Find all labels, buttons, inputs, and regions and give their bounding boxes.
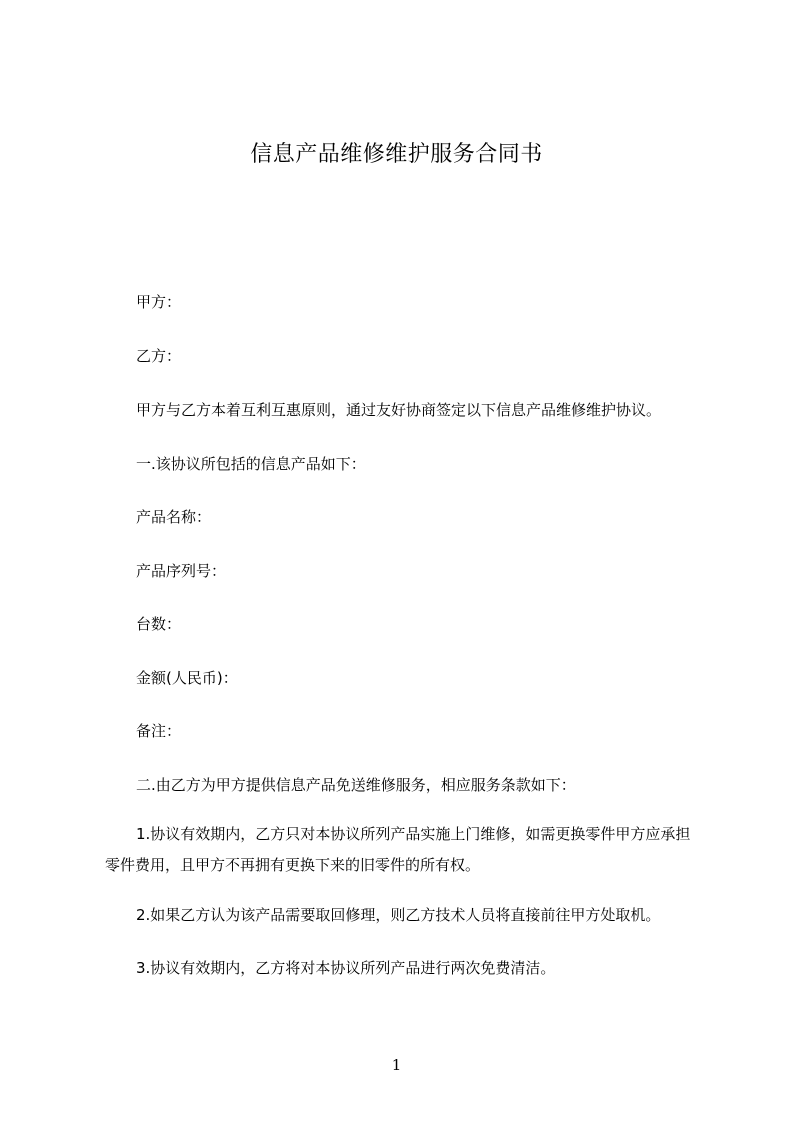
amount-label: 金额(人民币)： bbox=[136, 669, 238, 687]
intro-paragraph: 甲方与乙方本着互利互惠原则，通过友好协商签定以下信息产品维修维护协议。 bbox=[136, 401, 662, 419]
clause-1: 1.协议有效期内，乙方只对本协议所列产品实施上门维修，如需更换零件甲方应承担零件费用，且甲方不再拥有更换下来的旧零件的所有权。 bbox=[105, 825, 691, 874]
party-b-label: 乙方： bbox=[136, 347, 182, 365]
party-a-label: 甲方： bbox=[136, 293, 182, 311]
section-2-heading: 二.由乙方为甲方提供信息产品免送维修服务，相应服务条款如下： bbox=[136, 776, 576, 794]
clause-3: 3.协议有效期内，乙方将对本协议所列产品进行两次免费清洁。 bbox=[136, 959, 556, 977]
remarks-label: 备注： bbox=[136, 722, 182, 740]
product-name-label: 产品名称： bbox=[136, 508, 212, 526]
page-number: 1 bbox=[391, 1056, 402, 1074]
section-1-heading: 一.该协议所包括的信息产品如下： bbox=[136, 455, 366, 473]
clause-2: 2.如果乙方认为该产品需要取回修理，则乙方技术人员将直接前往甲方处取机。 bbox=[136, 906, 661, 924]
document-title: 信息产品维修维护服务合同书 bbox=[250, 142, 543, 167]
unit-count-label: 台数： bbox=[136, 615, 182, 633]
product-serial-label: 产品序列号： bbox=[136, 562, 227, 580]
